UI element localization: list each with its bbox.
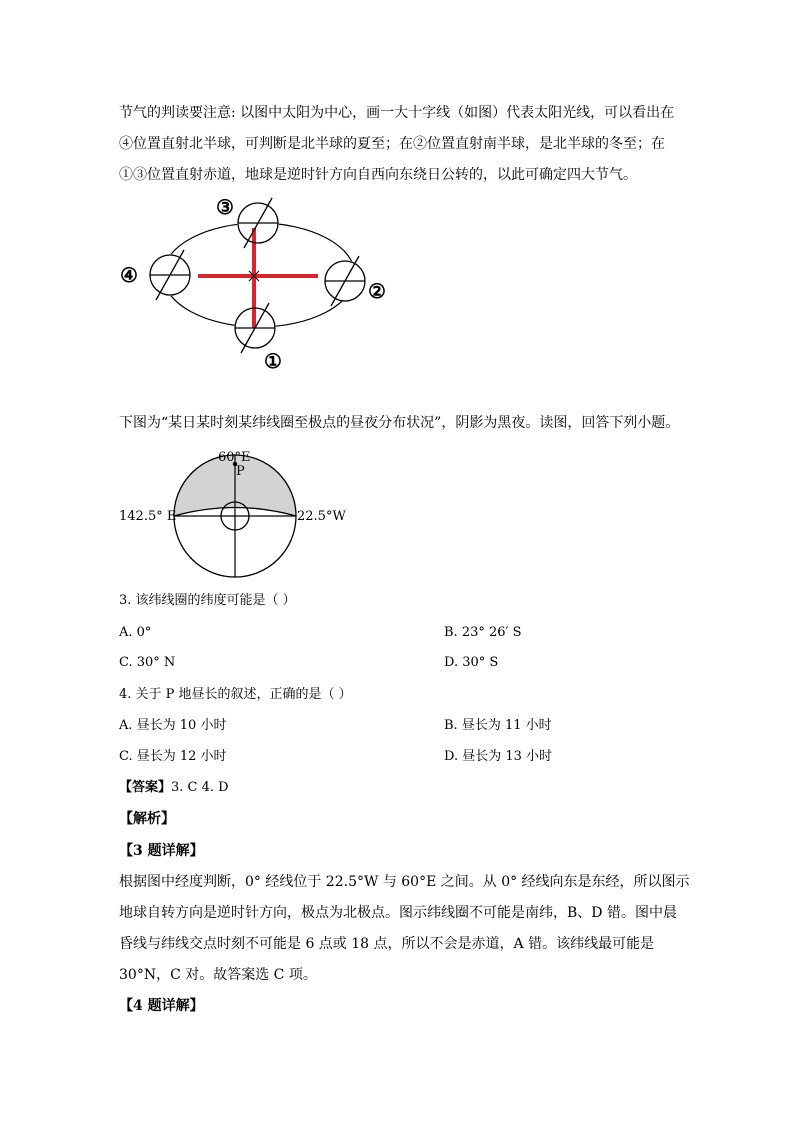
polar-diagram: [115, 445, 355, 585]
label-2: ②: [368, 279, 386, 303]
detail3-line-2: 地球自转方向是逆时针方向，极点为北极点。图示纬线圈不可能是南纬，B、D 错。图中晨: [119, 905, 677, 921]
orbit-diagram: [118, 192, 398, 377]
label-142-5e: 142.5° E: [119, 509, 177, 524]
detail3-line-4: 30°N，C 对。故答案选 C 项。: [119, 967, 317, 983]
q4-option-b[interactable]: B. 昼长为 11 小时: [444, 718, 552, 733]
detail3-title: 【3 题详解】: [119, 843, 204, 859]
intro-line-2: ④位置直射北半球，可判断是北半球的夏至；在②位置直射南半球，是北半球的冬至；在: [119, 136, 665, 152]
q4-option-c[interactable]: C. 昼长为 12 小时: [119, 749, 227, 764]
q3-option-b[interactable]: B. 23° 26′ S: [444, 625, 522, 640]
q4-option-a[interactable]: A. 昼长为 10 小时: [119, 718, 227, 733]
answer-line: [119, 779, 229, 797]
detail4-title: 【4 题详解】: [119, 998, 204, 1014]
q3-option-d[interactable]: D. 30° S: [444, 655, 499, 670]
label-4: ④: [120, 263, 138, 287]
q3-stem: 3. 该纬线圈的纬度可能是（ ）: [119, 593, 296, 608]
answer-text: 3. C 4. D: [171, 780, 229, 795]
q3-option-a[interactable]: A. 0°: [119, 625, 152, 640]
intro-line-1: 节气的判读要注意: 以图中太阳为中心，画一大十字线（如图）代表太阳光线，可以看出在: [119, 105, 675, 121]
answer-label: 【答案】: [119, 780, 172, 795]
q4-option-d[interactable]: D. 昼长为 13 小时: [444, 749, 553, 764]
label-1: ①: [264, 349, 282, 373]
label-p: P: [236, 464, 245, 479]
detail3-line-1: 根据图中经度判断，0° 经线位于 22.5°W 与 60°E 之间。从 0° 经线向东是东经，所以图示: [119, 874, 690, 890]
q3-option-c[interactable]: C. 30° N: [119, 655, 176, 670]
question-stem: 下图为“某日某时刻某纬线圈至极点的昼夜分布状况”，阴影为黑夜。读图，回答下列小题。: [119, 415, 680, 431]
label-22-5w: 22.5°W: [297, 509, 346, 524]
detail3-line-3: 昏线与纬线交点时刻不可能是 6 点或 18 点，所以不会是赤道，A 错。该纬线最可能是: [119, 936, 655, 952]
label-60e: 60°E: [218, 450, 251, 465]
analysis-label: 【解析】: [119, 811, 175, 827]
q4-stem: 4. 关于 P 地昼长的叙述，正确的是（ ）: [119, 687, 352, 702]
intro-line-3: ①③位置直射赤道，地球是逆时针方向自西向东绕日公转的，以此可确定四大节气。: [119, 167, 637, 183]
label-3: ③: [216, 195, 234, 219]
